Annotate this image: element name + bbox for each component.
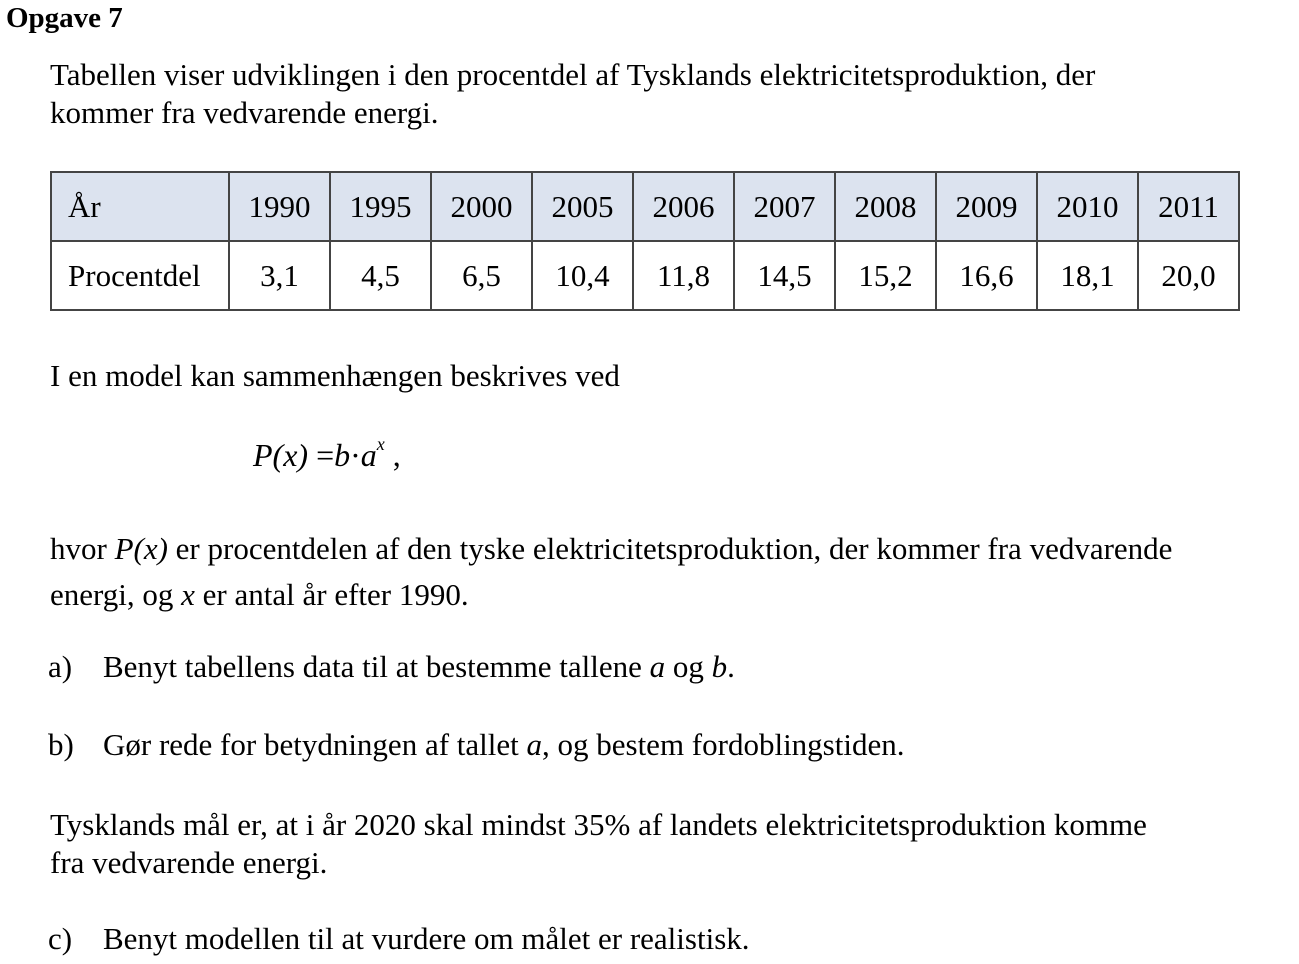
year-cell: 2007 [734,172,835,241]
formula-equals: = [316,437,335,473]
formula-b: b [334,437,351,473]
task-c-letter: c) [48,921,73,956]
year-cell: 2010 [1037,172,1138,241]
percent-cell: 6,5 [431,241,532,310]
year-cell: 2009 [936,172,1037,241]
percent-cell: 11,8 [633,241,734,310]
model-intro: I en model kan sammenhængen beskrives ved [50,358,620,393]
task-b-text: Gør rede for betydningen af tallet a, og bestem fordoblingstiden. [103,727,905,762]
intro-paragraph [50,56,1095,132]
year-cell: 2008 [835,172,936,241]
task-b-letter: b) [48,727,74,762]
formula-comma: , [392,437,401,473]
year-cell: 2006 [633,172,734,241]
row-label-percent: Procentdel [51,241,229,310]
year-cell: 2011 [1138,172,1239,241]
table-row-years [51,172,1239,241]
percent-cell: 18,1 [1037,241,1138,310]
table-row-percent [51,241,1239,310]
task-a-text: Benyt tabellens data til at bestemme tallene a og b. [103,649,735,684]
row-label-year: År [51,172,229,241]
explanation-line-1: hvor P(x) er procentdelen af den tyske elektricitetsproduktion, der kommer fra vedvarende [50,531,1173,566]
goal-line-1: Tysklands mål er, at i år 2020 skal mindst 35% af landets elektricitetsproduktion komme [50,807,1147,842]
formula-dot: · [350,437,361,473]
goal-paragraph [50,806,1147,882]
data-table [50,171,1240,311]
var-x: x [181,577,195,612]
intro-line-2: kommer fra vedvarende energi. [50,95,439,130]
var-px: P(x) [114,531,168,566]
percent-cell: 14,5 [734,241,835,310]
exercise-title: Opgave 7 [6,2,123,34]
formula-exponent: x [376,434,385,454]
percent-cell: 4,5 [330,241,431,310]
percent-cell: 10,4 [532,241,633,310]
explanation-line-2: energi, og x er antal år efter 1990. [50,577,469,612]
model-formula [253,434,401,474]
percent-cell: 20,0 [1138,241,1239,310]
percent-cell: 16,6 [936,241,1037,310]
explanation-paragraph [50,526,1172,618]
year-cell: 2005 [532,172,633,241]
formula-lhs: P(x) [253,437,309,473]
task-a-letter: a) [48,649,73,684]
percent-cell: 3,1 [229,241,330,310]
goal-line-2: fra vedvarende energi. [50,845,328,880]
year-cell: 2000 [431,172,532,241]
task-c-text: Benyt modellen til at vurdere om målet er realistisk. [103,921,750,956]
year-cell: 1995 [330,172,431,241]
formula-a: a [360,437,377,473]
intro-line-1: Tabellen viser udviklingen i den procentdel af Tysklands elektricitetsproduktion, der [50,57,1096,92]
year-cell: 1990 [229,172,330,241]
percent-cell: 15,2 [835,241,936,310]
